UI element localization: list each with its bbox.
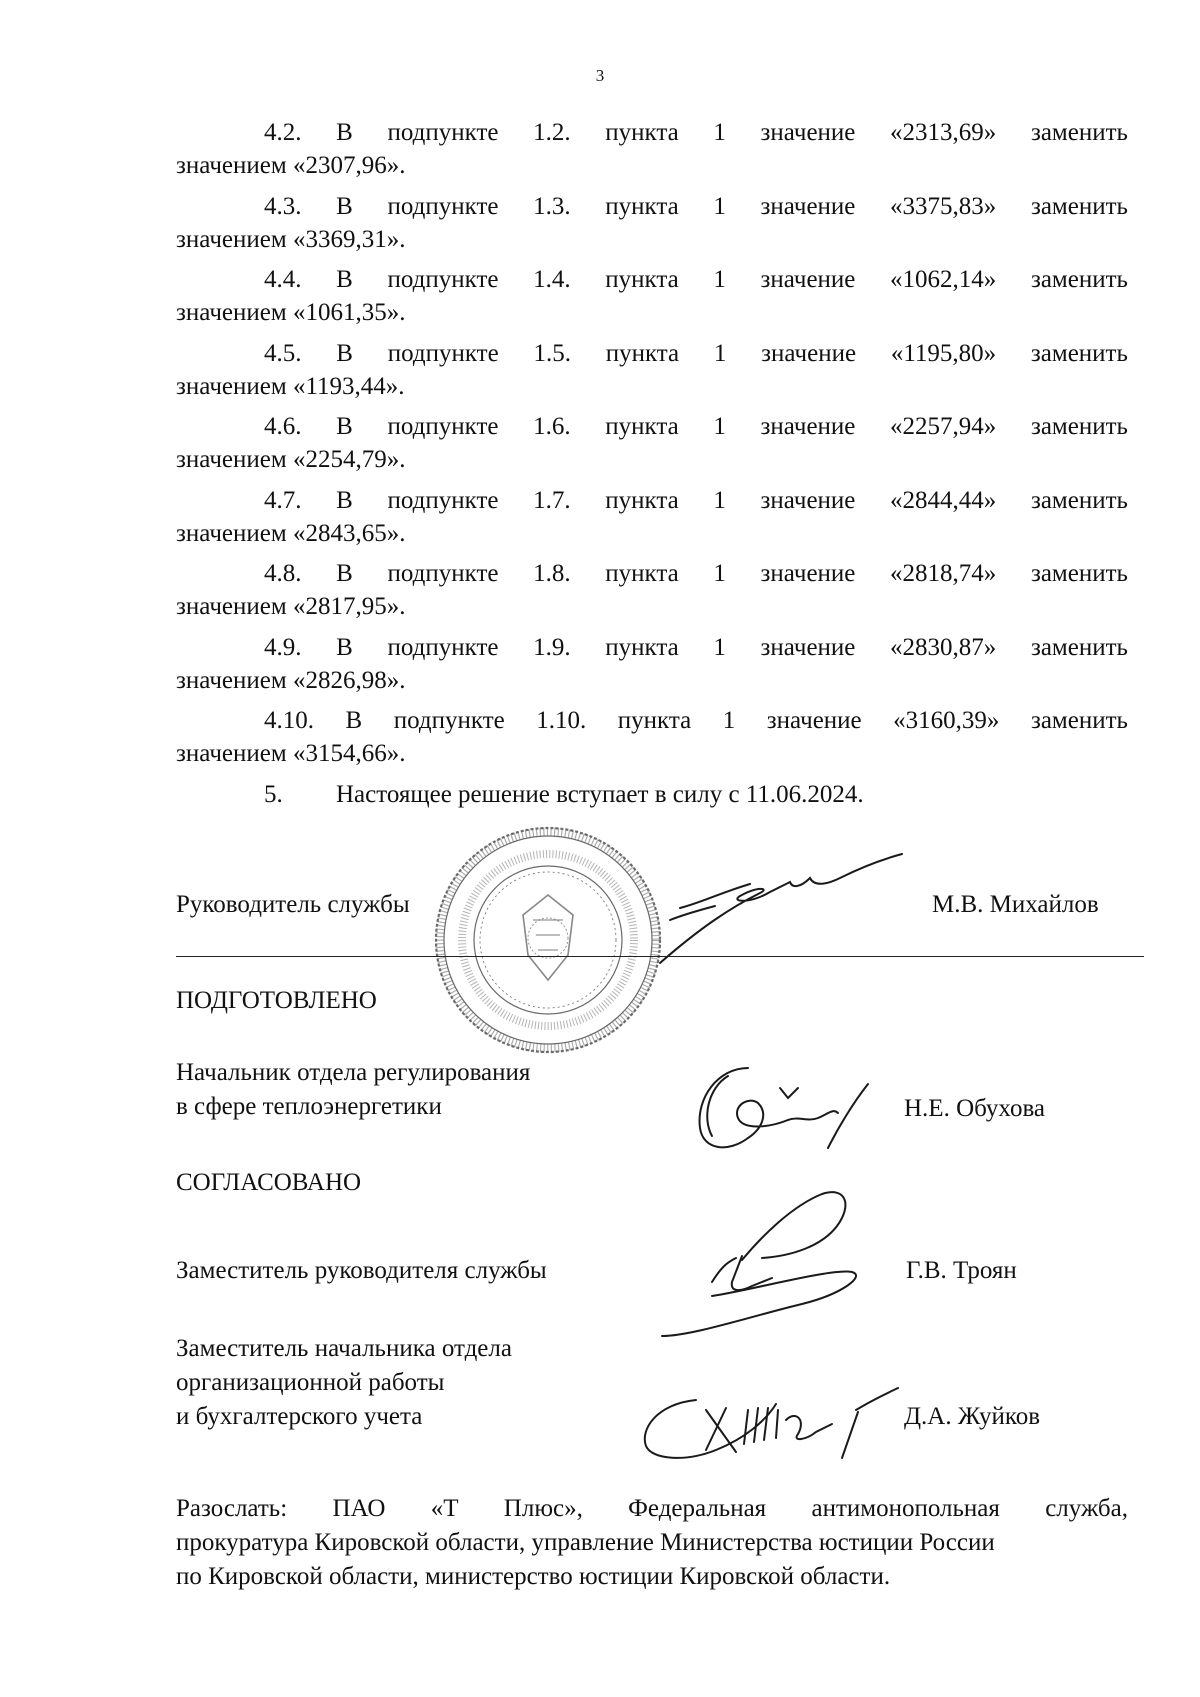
- item-word: заменить: [1030, 339, 1128, 367]
- amendment-item: [176, 410, 1128, 476]
- amendment-item-line1: [176, 484, 1128, 517]
- item-word: В: [336, 119, 353, 146]
- item-word: пункта: [605, 339, 680, 367]
- prepared-name: Н.Е. Обухова: [904, 1095, 1046, 1122]
- item-word: «3375,83»: [890, 192, 997, 220]
- amendment-item: [176, 190, 1128, 256]
- item-word: подпункте: [387, 119, 499, 146]
- item-word: значение: [760, 266, 856, 293]
- item-word: заменить: [1030, 119, 1128, 146]
- item-word: «2844,44»: [890, 486, 997, 514]
- item-word: В: [336, 486, 353, 514]
- item-word: заменить: [1030, 192, 1128, 220]
- item-word: значение: [761, 339, 857, 367]
- item-word: В: [336, 192, 353, 220]
- head-name: М.В. Михайлов: [932, 891, 1099, 918]
- item-word: 1: [713, 266, 726, 293]
- item-word: 1: [722, 707, 736, 734]
- amendment-item: [176, 337, 1128, 403]
- prepared-signature: [688, 1058, 878, 1158]
- item-number: 4.5.: [264, 339, 302, 367]
- item-word: пункта: [605, 266, 679, 293]
- item-word: пункта: [605, 119, 679, 146]
- item-word: 1.10.: [536, 707, 587, 734]
- amendment-item-line1: [176, 704, 1128, 737]
- amendment-item-continuation: значением «2826,98».: [176, 666, 406, 694]
- amendment-item-line1: [176, 263, 1128, 296]
- item-word: подпункте: [387, 633, 499, 661]
- item-word: В: [336, 560, 353, 587]
- item-word: подпункте: [387, 413, 499, 440]
- item-word: значение: [760, 413, 856, 440]
- item-word: пункта: [605, 192, 679, 220]
- item-word: 1.5.: [533, 339, 571, 367]
- amendment-item-continuation: значением «1193,44».: [176, 372, 405, 400]
- distribution-word: «Т: [430, 1495, 459, 1522]
- amendment-item-line1: [176, 190, 1128, 223]
- distribution-word: ПАО: [332, 1495, 386, 1522]
- item-word: значение: [766, 707, 862, 734]
- item-word: пункта: [605, 413, 679, 440]
- item-word: «2313,69»: [890, 119, 997, 146]
- item-word: значение: [760, 119, 856, 146]
- item-word: 1: [713, 413, 726, 440]
- item-word: подпункте: [387, 192, 499, 220]
- head-signature: [640, 848, 910, 968]
- item-number: 4.10.: [264, 707, 314, 734]
- distribution-line1: [176, 1492, 1128, 1526]
- item-word: подпункте: [393, 707, 505, 734]
- item-word: заменить: [1030, 486, 1128, 514]
- effective-date-clause: [264, 778, 864, 811]
- item-number: 4.8.: [264, 560, 302, 587]
- item-word: значение: [760, 192, 856, 220]
- amendment-item-line1: [176, 410, 1128, 443]
- amendment-item-line1: [176, 337, 1128, 370]
- item-word: 1.8.: [533, 560, 571, 587]
- item-word: заменить: [1030, 413, 1128, 440]
- amendment-item: [176, 263, 1128, 329]
- amendment-item-continuation: значением «2843,65».: [176, 519, 406, 547]
- item-word: заменить: [1030, 633, 1128, 661]
- distribution-word: антимонопольная: [811, 1495, 1000, 1522]
- item-word: заменить: [1030, 266, 1128, 293]
- deputy-name: Г.В. Троян: [906, 1257, 1017, 1284]
- distribution-word: служба,: [1045, 1495, 1128, 1522]
- item-word: пункта: [617, 707, 692, 734]
- item-word: В: [336, 266, 353, 293]
- item-word: 1.4.: [533, 266, 571, 293]
- amendment-item-continuation: значением «3154,66».: [176, 740, 406, 767]
- distribution-word: Разослать:: [176, 1495, 288, 1522]
- item-word: значение: [760, 560, 856, 587]
- distribution-word: Федеральная: [628, 1495, 767, 1522]
- amendment-item-continuation: значением «2817,95».: [176, 593, 406, 620]
- item-word: заменить: [1030, 707, 1128, 734]
- deputy2-position-line2: организационной работы: [176, 1369, 445, 1396]
- distribution-word: Плюс»,: [503, 1495, 583, 1522]
- item-word: подпункте: [387, 339, 499, 367]
- item-word: «1062,14»: [890, 266, 997, 293]
- separator-line: [176, 956, 1144, 957]
- distribution-line3: по Кировской области, министерство юстиции Кировской области.: [176, 1563, 891, 1590]
- item-word: 1.6.: [533, 413, 571, 440]
- amendment-item-continuation: значением «2307,96».: [176, 152, 406, 179]
- amendment-item: [176, 557, 1128, 623]
- amendment-item: [176, 484, 1128, 550]
- item-number: 4.9.: [264, 633, 302, 661]
- item-word: «1195,80»: [890, 339, 997, 367]
- approved-heading: СОГЛАСОВАНО: [176, 1169, 362, 1196]
- amendment-item-line1: [176, 557, 1128, 590]
- item-word: «3160,39»: [893, 707, 1000, 734]
- item-word: значение: [760, 486, 856, 514]
- item-number: 4.7.: [264, 486, 302, 514]
- item-number: 4.4.: [264, 266, 302, 293]
- clause-text: Настоящее решение вступает в силу с 11.06.2024.: [336, 781, 864, 808]
- item-word: «2830,87»: [890, 633, 997, 661]
- item-word: 1: [713, 339, 727, 367]
- deputy-position: Заместитель руководителя службы: [176, 1257, 547, 1284]
- item-word: 1.7.: [533, 486, 571, 514]
- prepared-heading: ПОДГОТОВЛЕНО: [176, 987, 377, 1014]
- item-word: 1: [713, 633, 726, 661]
- item-word: 1: [713, 486, 726, 514]
- item-word: «2818,74»: [890, 560, 997, 587]
- item-word: «2257,94»: [890, 413, 997, 440]
- amendment-item: [176, 704, 1128, 770]
- item-word: 1.3.: [533, 192, 571, 220]
- head-position: Руководитель службы: [176, 891, 410, 918]
- prepared-position-line1: Начальник отдела регулирования: [176, 1059, 531, 1086]
- amendment-item-continuation: значением «3369,31».: [176, 225, 406, 253]
- item-word: пункта: [605, 633, 679, 661]
- official-seal-stamp: [428, 820, 668, 1060]
- item-word: В: [336, 633, 353, 661]
- item-word: подпункте: [387, 486, 499, 514]
- amendment-item: [176, 116, 1128, 182]
- item-word: 1: [713, 192, 726, 220]
- deputy2-position-line3: и бухгалтерского учета: [176, 1403, 423, 1430]
- amendment-item-line1: [176, 631, 1128, 664]
- item-word: В: [345, 707, 363, 734]
- item-word: подпункте: [387, 560, 499, 587]
- amendment-item-continuation: значением «1061,35».: [176, 299, 406, 326]
- page-number: 3: [595, 66, 605, 85]
- distribution-list: [176, 1492, 1128, 1594]
- item-word: пункта: [605, 560, 679, 587]
- prepared-position-line2: в сфере теплоэнергетики: [176, 1093, 442, 1120]
- item-number: 4.6.: [264, 413, 302, 440]
- amendment-item-line1: [176, 116, 1128, 149]
- item-word: заменить: [1030, 560, 1128, 587]
- deputy2-name: Д.А. Жуйков: [904, 1403, 1041, 1430]
- item-number: 4.2.: [264, 119, 302, 146]
- item-word: В: [336, 339, 353, 367]
- item-word: 1.9.: [533, 633, 571, 661]
- item-word: 1: [713, 560, 726, 587]
- deputy-signature: [652, 1186, 872, 1346]
- deputy2-position-line1: Заместитель начальника отдела: [176, 1335, 512, 1362]
- item-word: 1: [713, 119, 726, 146]
- amendment-item: [176, 631, 1128, 697]
- item-word: подпункте: [387, 266, 499, 293]
- item-word: значение: [760, 633, 856, 661]
- item-word: 1.2.: [533, 119, 571, 146]
- item-word: пункта: [605, 486, 679, 514]
- amendment-item-continuation: значением «2254,79».: [176, 446, 406, 473]
- deputy2-signature: [636, 1380, 906, 1464]
- distribution-line2: прокуратура Кировской области, управление Министерства юстиции России: [176, 1529, 995, 1556]
- item-word: В: [336, 413, 353, 440]
- item-number: 4.3.: [264, 192, 302, 220]
- clause-number: 5.: [264, 781, 283, 808]
